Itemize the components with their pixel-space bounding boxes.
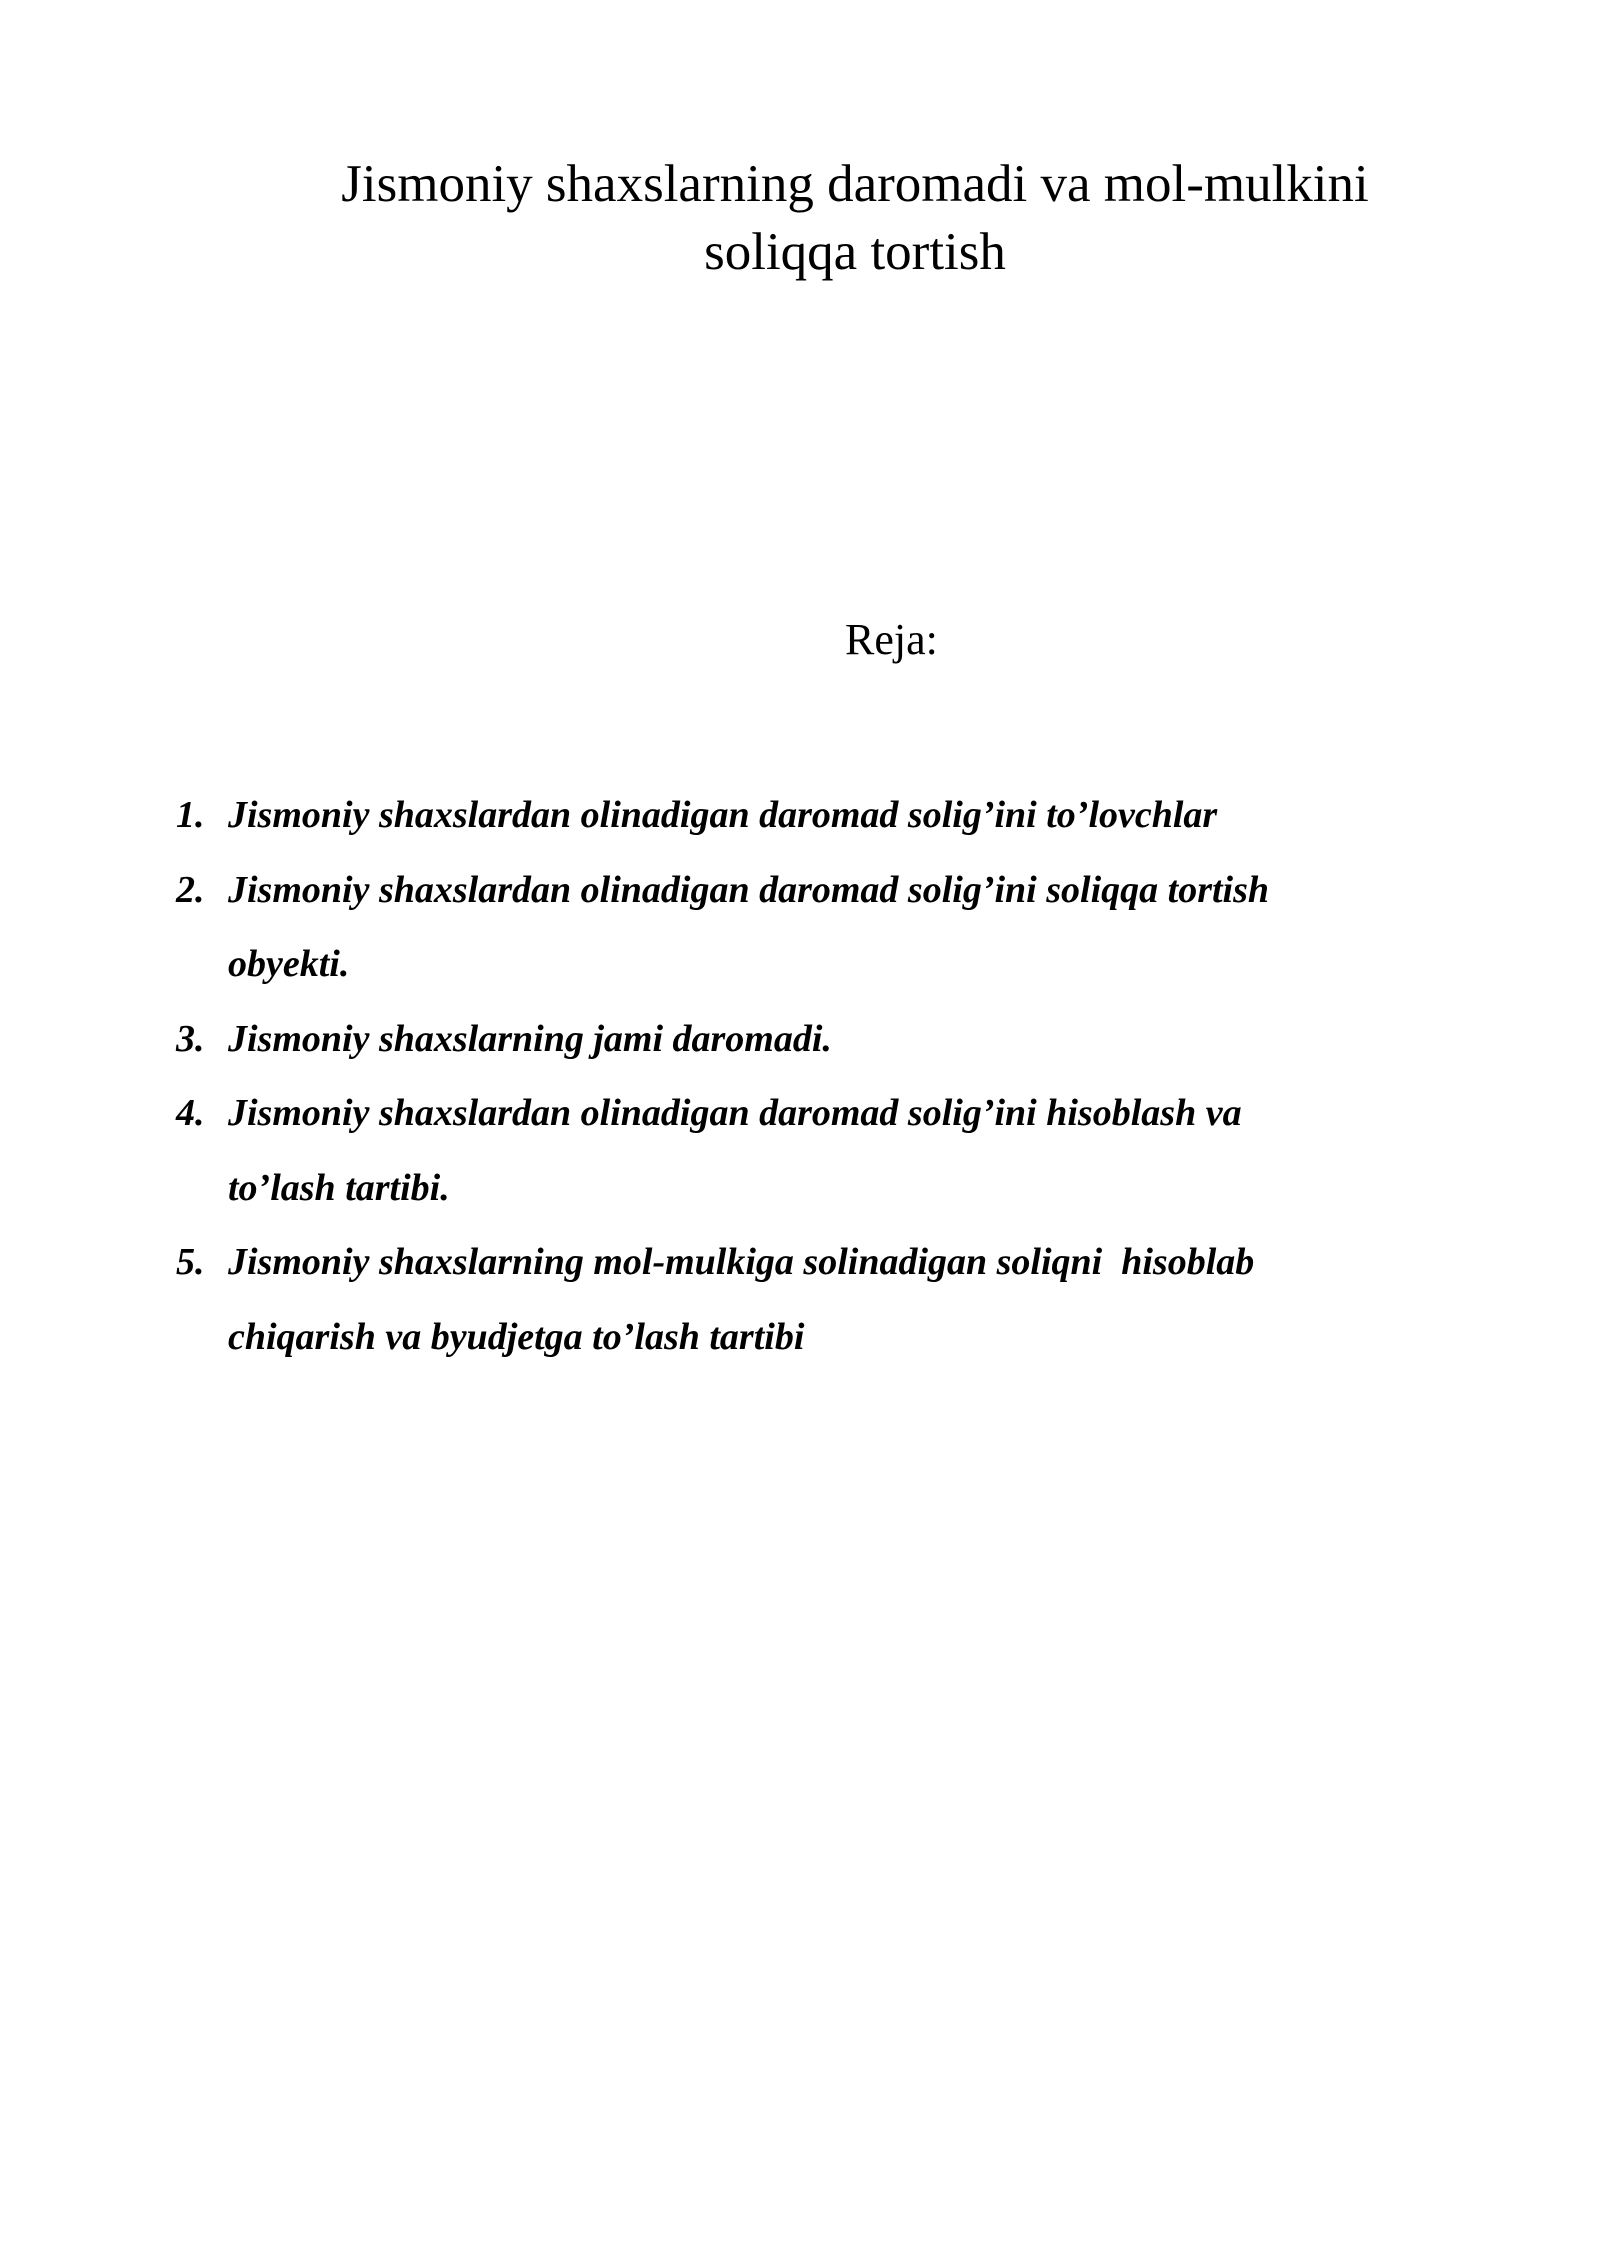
plan-list	[176, 778, 1436, 1374]
plan-item-number: 4.	[176, 1092, 205, 1134]
document-title	[240, 150, 1470, 286]
document-title-line-2: soliqqa tortish	[704, 223, 1006, 281]
document-title-line-1: Jismoniy shaxslarning daromadi va mol-mulkini	[341, 155, 1369, 213]
plan-item-number: 3.	[176, 1017, 205, 1060]
plan-item-line: Jismoniy shaxslardan olinadigan daromad solig’ini hisoblash va	[228, 1092, 1242, 1134]
plan-item-text	[228, 1225, 1436, 1374]
plan-item-text	[228, 853, 1436, 1002]
plan-item-number: 2.	[176, 868, 205, 911]
plan-item-line: Jismoniy shaxslardan olinadigan daromad solig’ini soliqqa tortish	[228, 868, 1270, 911]
plan-item-text	[228, 1076, 1436, 1225]
plan-item-line: to’lash tartibi.	[228, 1166, 450, 1209]
plan-item-4	[176, 1076, 1436, 1225]
plan-heading: Reja:	[845, 615, 938, 664]
plan-item-number: 1.	[176, 794, 205, 836]
plan-item-line: obyekti.	[228, 943, 350, 985]
plan-item-2	[176, 853, 1436, 1002]
plan-item-line: chiqarish va byudjetga to’lash tartibi	[228, 1315, 805, 1358]
plan-item-text	[228, 1002, 1436, 1077]
plan-item-5	[176, 1225, 1436, 1374]
plan-item-line: Jismoniy shaxslardan olinadigan daromad solig’ini to’lovchlar	[228, 794, 1218, 836]
plan-item-1	[176, 778, 1436, 853]
plan-item-line: Jismoniy shaxslarning jami daromadi.	[228, 1017, 832, 1060]
plan-item-number: 5.	[176, 1241, 205, 1283]
plan-item-line: Jismoniy shaxslarning mol-mulkiga solinadigan soliqni hisoblab	[228, 1241, 1255, 1283]
plan-item-3	[176, 1002, 1436, 1077]
plan-item-text	[228, 778, 1436, 853]
